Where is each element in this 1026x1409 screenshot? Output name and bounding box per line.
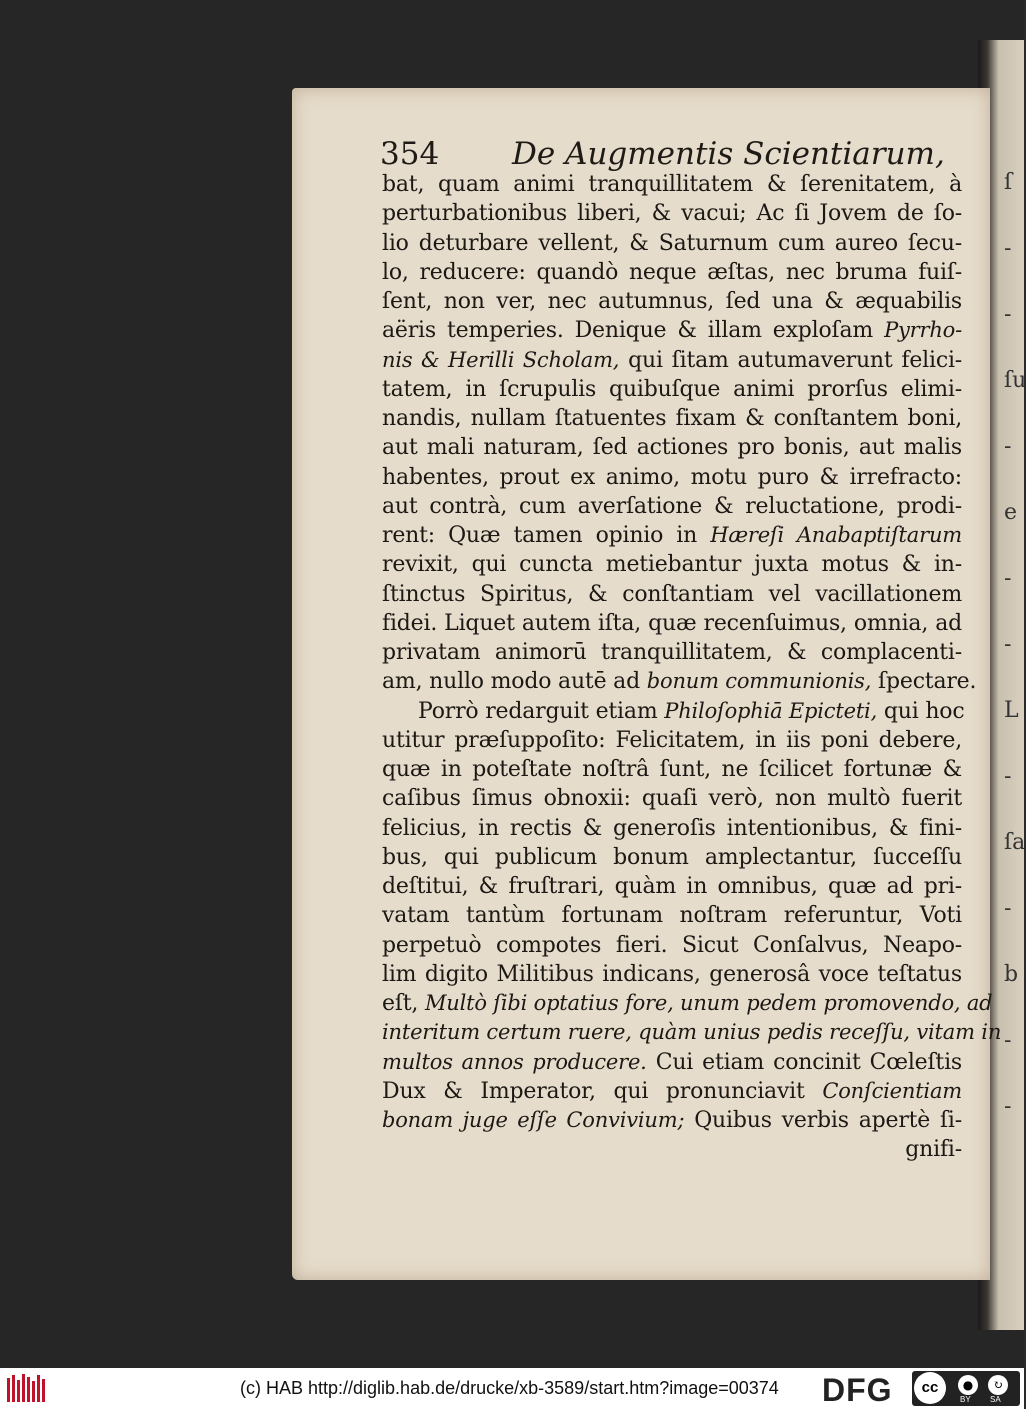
text-line: lim digito Militibus indicans, generosâ voce teſtatus <box>382 961 962 987</box>
text-line: tatem, in ſcrupulis quibuſque animi prorſus elimi- <box>382 376 962 402</box>
hab-logo-icon <box>6 1372 48 1405</box>
text-line: vatam tantùm fortunam noſtram referuntur, Voti <box>382 903 962 929</box>
cc-icon: cc <box>914 1372 946 1404</box>
text-line: deſtitui, & fruſtrari, quàm in omnibus, quæ ad pri- <box>382 874 962 899</box>
next-page-fragment: - <box>1004 236 1012 261</box>
by-label: BY <box>960 1395 971 1404</box>
text-line: aut contrà, cum averſatione & reluctatione, prodi- <box>382 493 962 519</box>
text-line: aut mali naturam, ſed actiones pro bonis, aut malis <box>382 435 962 461</box>
page-number: 354 <box>380 136 440 172</box>
text-block <box>382 170 1002 1165</box>
next-page-fragment: - <box>1004 1094 1012 1119</box>
text-line: caſibus ſimus obnoxii: quaſi verò, non multò fuerit <box>382 786 962 812</box>
running-title: De Augmentis Scientiarum, <box>512 136 945 172</box>
text-line: interitum certum ruere, quàm unius pedis receſſu, vitam in <box>382 1020 1002 1045</box>
next-page-fragment: - <box>1004 764 1012 789</box>
dfg-logo: DFG <box>822 1372 893 1408</box>
text-line: perturbationibus liberi, & vacui; Ac ſi Jovem de ſo- <box>382 201 962 227</box>
text-line: perpetuò compotes fieri. Sicut Conſalvus, Neapo- <box>382 932 962 958</box>
next-page-fragment: - <box>1004 896 1012 921</box>
text-line: Dux & Imperator, qui pronunciavit Conſcientiam <box>382 1078 962 1104</box>
text-line: bonam juge eſſe Convivium; Quibus verbis apertè ſi- <box>382 1108 962 1133</box>
next-page-fragment: - <box>1004 302 1012 327</box>
text-line: nis & Herilli Scholam, qui ſitam autumaverunt felici- <box>382 347 963 373</box>
text-line: bat, quam animi tranquillitatem & ſerenitatem, à <box>382 172 962 197</box>
text-line: bus, qui publicum bonum amplectantur, ſucceſſu <box>382 844 962 870</box>
text-line: fidei. Liquet autem iſta, quæ recenſuimus, omnia, ad <box>382 610 962 636</box>
text-line: habentes, prout ex animo, motu puro & irrefracto: <box>382 464 962 490</box>
text-line: privatam animorū tranquillitatem, & complacenti- <box>382 640 962 665</box>
next-page-fragment: - <box>1004 1028 1012 1053</box>
next-page-fragment: e <box>1004 500 1018 525</box>
next-page-fragment: ſa <box>1004 830 1026 855</box>
text-line: gnifi- <box>905 1137 962 1163</box>
text-line: Porrò redarguit etiam Philoſophiā Epicteti, qui hoc <box>418 698 965 724</box>
text-line: ſtinctus Spiritus, & conſtantiam vel vacillationem <box>382 581 962 607</box>
sa-label: SA <box>990 1395 1001 1404</box>
share-alike-icon: ↻ <box>988 1375 1008 1395</box>
text-line: utitur præſuppoſito: Felicitatem, in iis poni debere, <box>382 727 962 753</box>
text-line: eſt, Multò ſibi optatius fore, unum pedem promovendo, ad <box>382 991 993 1016</box>
text-line: multos annos producere. Cui etiam concinit Cœleſtis <box>382 1049 962 1075</box>
copyright-notice: (c) HAB http://diglib.hab.de/drucke/xb-3589/start.htm?image=00374 <box>240 1378 779 1398</box>
next-page-fragment: b <box>1004 962 1019 987</box>
text-line: nandis, nullam ſtatuentes fixam & conſtantem boni, <box>382 406 962 431</box>
text-line: revixit, qui cuncta metiebantur juxta motus & in- <box>382 552 962 578</box>
attribution-icon: ● <box>958 1375 978 1395</box>
next-page-fragment: ſ <box>1004 170 1013 195</box>
text-line: quæ in poteſtate noſtrâ ſunt, ne ſcilicet fortunæ & <box>382 757 962 782</box>
text-line: aëris temperies. Denique & illam exploſam Pyrrho- <box>382 318 962 344</box>
text-line: felicius, in rectis & generoſis intentionibus, & fini- <box>382 815 962 841</box>
next-page-fragment: ſu <box>1004 368 1026 393</box>
cc-license-badge[interactable] <box>912 1371 1020 1406</box>
text-line: am, nullo modo autē ad bonum communionis, ſpectare. <box>382 669 977 695</box>
next-page-fragment: - <box>1004 632 1012 657</box>
next-page-fragment: - <box>1004 434 1012 459</box>
next-page-fragment: L <box>1004 698 1019 723</box>
text-line: lio deturbare vellent, & Saturnum cum aureo ſecu- <box>382 230 962 256</box>
text-line: ſent, non ver, nec autumnus, ſed una & æquabilis <box>382 289 962 314</box>
next-page-fragment: - <box>1004 566 1012 591</box>
next-page-edge <box>992 60 1024 1320</box>
text-line: rent: Quæ tamen opinio in Hæreſi Anabaptiſtarum <box>382 523 962 548</box>
text-line: lo, reducere: quandò neque æſtas, nec bruma fuiſ- <box>382 259 962 285</box>
